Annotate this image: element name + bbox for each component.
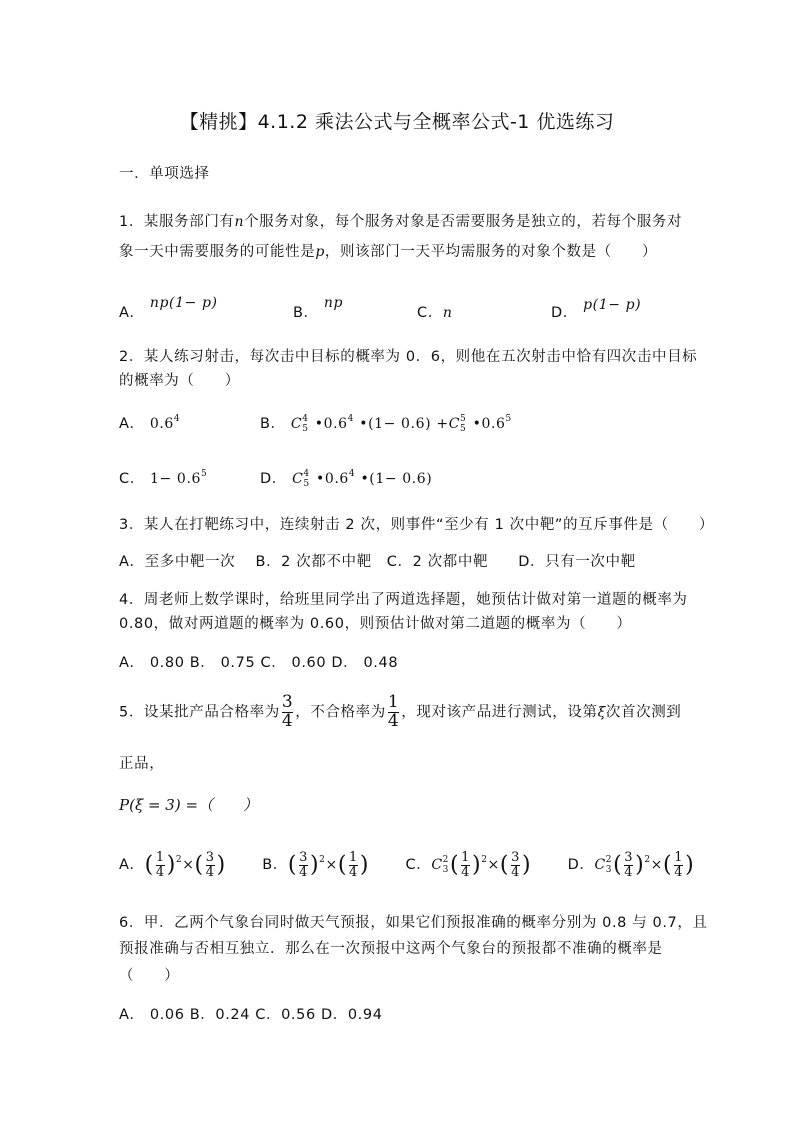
q5-c-c: C <box>431 857 443 874</box>
q2-b-dot3: • <box>472 416 482 432</box>
q2-b-dot1: • <box>314 416 324 432</box>
question-6-line-1: 6．甲．乙两个气象台同时做天气预报，如果它们预报准确的概率分别为 0.8 与 0.7，且 <box>119 915 708 931</box>
q1-option-a-label: A． <box>119 305 145 321</box>
question-3-line-1: 3．某人在打靶练习中，连续射击 2 次，则事件“至少有 1 次中靶”的互斥事件是（ ） <box>119 517 715 533</box>
q2-option-c-exp: 5 <box>201 469 208 479</box>
q2-b-c2-sub: 5 <box>460 424 467 434</box>
q5-xi: ξ <box>597 704 606 721</box>
page-title: 【精挑】4.1.2 乘法公式与全概率公式-1 优选练习 <box>179 111 615 133</box>
q2-d-paren: (1− 0.6) <box>369 471 433 487</box>
q2-option-a-label: A． <box>119 416 145 432</box>
q5-c-csup: 2 <box>442 855 449 866</box>
question-5-line-3: P(ξ = 3) =（ ） <box>119 796 259 814</box>
q5-c-csub: 3 <box>442 865 449 876</box>
question-6-options: A． 0.06 B．0.24 C．0.56 D．0.94 <box>119 1007 383 1023</box>
q1-line2-b: ，则该部门一天平均需服务的对象个数是（ ） <box>324 244 658 260</box>
q5-d-c: C <box>594 857 606 874</box>
q5-c-sq: 2 <box>481 855 488 866</box>
q5-options: A．( $\frac{1}{4}$ )$^2$×( $\frac{3}{4}$ ) B．( $\frac{3}{4}$ )$^2$×( $\frac{1}{4}$ ) C．C 2 3 ( $\frac{1}{4}$ )$^2$×( $\frac{3}{4}$ ) D．C 2 3 ( $\frac{3}{4}$ )$^2$×( $\frac{1}{4}$ ) <box>119 850 695 880</box>
q1-text-a: 1．某服务部门有 <box>119 214 235 230</box>
q2-option-a <box>119 412 180 433</box>
q2-d-c-sub: 5 <box>303 479 310 489</box>
q2-option-d <box>260 467 432 489</box>
q2-option-c-value: 1− 0.6 <box>150 471 201 487</box>
q2-b-base2: 0.6 <box>481 416 506 432</box>
question-4-line-1: 4．周老师上数学课时，给班里同学出了两道选择题，她预估计做对第一道题的概率为 <box>119 592 688 608</box>
q2-option-a-base: 0.6 <box>149 416 174 432</box>
q2-d-c-sup: 4 <box>303 469 310 479</box>
q5-d-sq: 2 <box>644 855 651 866</box>
q2-b-c2-sup: 5 <box>460 414 467 424</box>
question-1-line-1 <box>119 210 682 231</box>
q5-d-num2: 1 <box>674 850 684 865</box>
question-6-line-2: 预报准确与否相互独立．那么在一次预报中这两个气象台的预报都不准确的概率是 <box>119 941 663 957</box>
q2-b-c1: C <box>290 416 303 432</box>
q2-b-c2: C <box>448 416 461 432</box>
q2-b-c1-sub: 5 <box>302 424 309 434</box>
q5-d-den2: 4 <box>674 864 684 880</box>
q5-c-num: 1 <box>461 850 471 865</box>
question-3-options: A．至多中靶一次 B．2 次都不中靶 C．2 次都中靶 D．只有一次中靶 <box>119 554 636 570</box>
q1-var-n: n <box>234 214 245 230</box>
q2-option-c <box>119 467 207 488</box>
q5-c-num2: 3 <box>511 850 520 865</box>
q5-text-b: ，不合格率为 <box>295 704 386 721</box>
q5-a-num2: 3 <box>205 850 215 865</box>
q2-option-c-label: C． <box>119 471 145 487</box>
q2-d-dot2: • <box>360 471 370 487</box>
question-2-line-1: 2．某人练习射击，每次击中目标的概率为 0．6，则他在五次射击中恰有四次击中目标 <box>119 349 698 365</box>
q5-c-den2: 4 <box>511 864 520 880</box>
q5-a-sq: 2 <box>175 855 183 866</box>
q1-text-b: 个服务对象，每个服务对象是否需要服务是独立的，若每个服务对 <box>244 214 683 230</box>
q2-d-dot1: • <box>315 471 325 487</box>
q2-b-base1: 0.6 <box>323 416 348 432</box>
q5-f1-num: 3 <box>281 692 294 712</box>
q5-fraction-3-4 <box>282 694 293 731</box>
q5-fraction-1-4 <box>388 694 399 731</box>
q5-text-d: 次首次测到 <box>605 704 682 721</box>
q2-option-b-label: B． <box>260 416 286 432</box>
q5-c-times: × <box>487 857 500 874</box>
q5-d-num: 3 <box>624 850 634 865</box>
q2-b-dot2: • <box>359 416 369 432</box>
q1-option-b-value: np <box>323 295 344 311</box>
q1-option-d-label: D． <box>551 305 578 321</box>
question-5-line-1 <box>119 694 681 731</box>
q1-option-a <box>119 295 218 322</box>
q2-option-a-exp: 4 <box>173 414 181 424</box>
question-4-options: A． 0.80 B． 0.75 C． 0.60 D． 0.48 <box>119 655 399 671</box>
q5-d-den: 4 <box>624 864 634 880</box>
question-4-line-2: 0.80，做对两道题的概率为 0.60，则预估计做对第二道题的概率为（ ） <box>119 616 632 632</box>
q2-b-paren: (1− 0.6) <box>368 416 432 432</box>
q5-option-d-label: D． <box>567 857 595 874</box>
q5-text-c: ，现对该产品进行测试，设第 <box>401 704 598 721</box>
q5-b-num: 3 <box>299 850 308 865</box>
question-1-line-2 <box>119 240 657 261</box>
q5-b-den2: 4 <box>349 864 358 880</box>
q5-option-a-label: A． <box>119 857 145 874</box>
q2-b-plus: + <box>436 416 449 432</box>
q5-text-a: 5．设某批产品合格率为 <box>119 704 280 721</box>
q5-f1-den: 4 <box>281 710 294 731</box>
q5-d-csub: 3 <box>605 865 613 876</box>
q2-b-exp1: 4 <box>347 414 354 424</box>
q5-a-den: 4 <box>155 864 165 880</box>
q5-c-den: 4 <box>461 864 471 880</box>
q1-option-a-value: np(1− p) <box>149 295 218 311</box>
q1-option-c-value: n <box>442 305 453 321</box>
q5-option-b-label: B． <box>262 857 288 874</box>
q5-b-sq: 2 <box>319 855 326 866</box>
q5-f2-num: 1 <box>387 692 400 712</box>
q2-option-b <box>260 412 512 434</box>
question-6-line-3: （ ） <box>119 968 180 984</box>
q1-option-b-label: B． <box>293 305 319 321</box>
q5-d-csup: 2 <box>605 855 613 866</box>
q1-line2-a: 象一天中需要服务的可能性是 <box>119 244 316 260</box>
q1-var-p: p <box>315 244 325 260</box>
question-2-line-2: 的概率为（ ） <box>119 373 240 389</box>
q5-b-num2: 1 <box>349 850 358 865</box>
section-heading: 一．单项选择 <box>119 166 210 182</box>
q1-option-c-label: C． <box>417 305 443 321</box>
q5-b-den: 4 <box>299 864 308 880</box>
q5-f2-den: 4 <box>387 710 400 731</box>
q2-option-d-label: D． <box>260 471 287 487</box>
q2-d-exp: 4 <box>348 469 356 479</box>
q5-a-den2: 4 <box>205 864 215 880</box>
q2-b-exp2: 5 <box>505 414 512 424</box>
q5-b-times: × <box>325 857 338 874</box>
q1-option-b <box>293 295 344 322</box>
q5-a-num: 1 <box>155 850 165 865</box>
q1-option-d-value: p(1− p) <box>583 297 642 313</box>
question-5-line-2: 正品， <box>119 756 165 772</box>
q5-a-times: × <box>182 857 195 874</box>
q1-option-d <box>551 297 642 322</box>
q2-d-base: 0.6 <box>324 471 349 487</box>
q5-d-times: × <box>650 857 664 874</box>
q5-option-c-label: C． <box>405 857 432 874</box>
q1-option-c <box>417 301 452 322</box>
q2-d-c: C <box>292 471 304 487</box>
q2-b-c1-sup: 4 <box>302 414 309 424</box>
